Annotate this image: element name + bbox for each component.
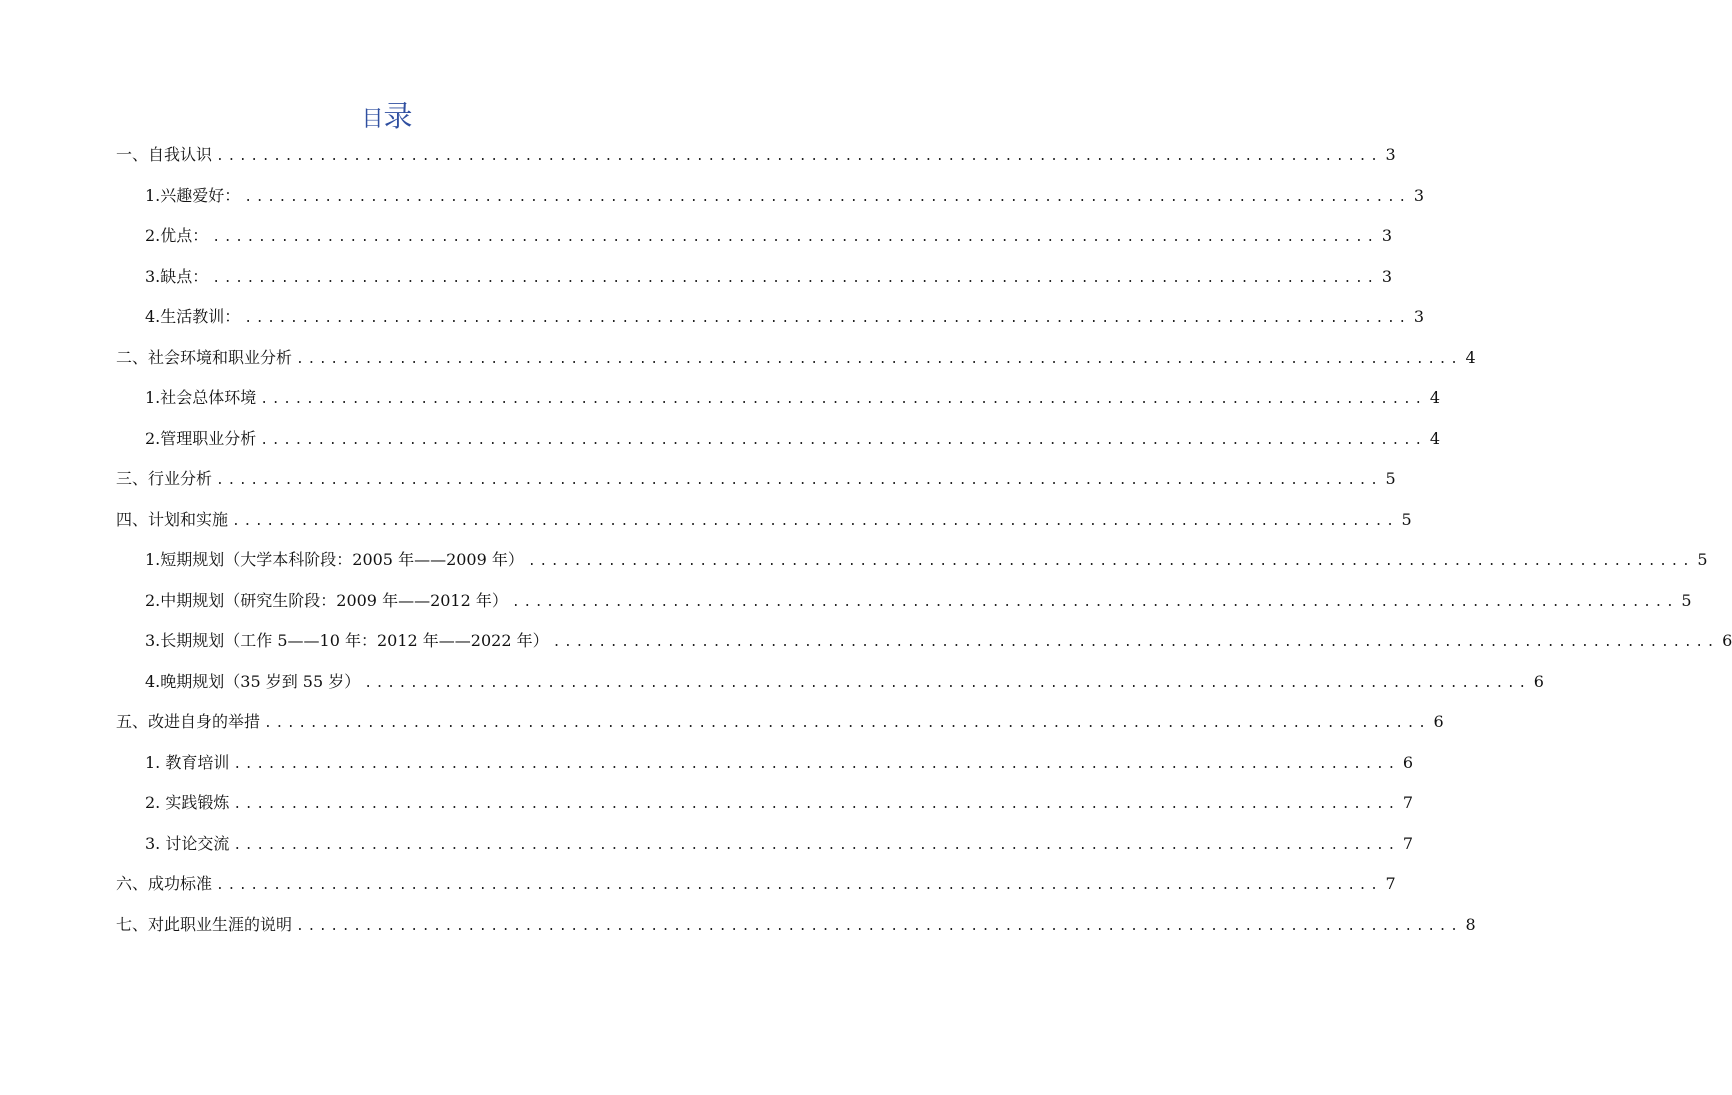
toc-entry-interests[interactable] bbox=[145, 181, 1424, 211]
toc-entry-label: 1. 教育培训 bbox=[145, 753, 230, 772]
toc-entry-label: 五、改进自身的举措 bbox=[116, 712, 261, 731]
toc-entry-label: 1.社会总体环境 bbox=[145, 388, 257, 407]
toc-entry-career-explanation[interactable] bbox=[116, 910, 1476, 940]
toc-entry-label: 3.长期规划（工作 5——10 年：2012 年——2022 年） bbox=[145, 631, 549, 650]
toc-entry-label: 2.优点： bbox=[145, 226, 209, 245]
toc-entry-discussion-exchange[interactable] bbox=[145, 829, 1414, 859]
toc-page-number: 4 bbox=[1429, 388, 1440, 407]
toc-leader-dots: ...................................................................................................... bbox=[212, 271, 1378, 286]
toc-page-number: 3 bbox=[1381, 267, 1392, 286]
toc-entry-management-career[interactable] bbox=[145, 424, 1440, 454]
toc-entry-industry-analysis[interactable] bbox=[116, 464, 1396, 494]
toc-entry-label: 二、社会环境和职业分析 bbox=[116, 348, 293, 367]
toc-page-number: 6 bbox=[1433, 712, 1444, 731]
toc-leader-dots: ...................................................................................................... bbox=[212, 230, 1378, 245]
toc-page-number: 5 bbox=[1401, 510, 1412, 529]
toc-page-number: 6 bbox=[1722, 631, 1732, 650]
toc-entry-plan-and-implementation[interactable] bbox=[116, 505, 1412, 535]
toc-leader-dots: ...................................................................................................... bbox=[364, 676, 1530, 691]
toc-entry-mid-term-plan[interactable] bbox=[145, 586, 1692, 616]
toc-page-number: 3 bbox=[1413, 186, 1424, 205]
toc-page-number: 6 bbox=[1402, 753, 1414, 772]
toc-leader-dots: ...................................................................................................... bbox=[260, 392, 1426, 407]
toc-leader-dots: ...................................................................................................... bbox=[216, 149, 1382, 164]
toc-entry-label: 三、行业分析 bbox=[116, 469, 213, 488]
toc-leader-dots: ...................................................................................................... bbox=[216, 878, 1382, 893]
toc-page-number: 3 bbox=[1385, 145, 1396, 164]
toc-entry-label: 2.中期规划（研究生阶段：2009 年——2012 年） bbox=[145, 591, 508, 610]
toc-page-number: 7 bbox=[1402, 834, 1414, 853]
toc-leader-dots: ...................................................................................................... bbox=[296, 352, 1462, 367]
toc-leader-dots: ...................................................................................................... bbox=[527, 554, 1694, 569]
toc-page-number: 3 bbox=[1413, 307, 1424, 326]
toc-page-number: 5 bbox=[1385, 469, 1396, 488]
toc-page-number: 4 bbox=[1465, 348, 1476, 367]
toc-page-number: 7 bbox=[1402, 793, 1414, 812]
page-title-char-2: 录 bbox=[383, 99, 413, 133]
toc-entry-label: 一、自我认识 bbox=[116, 145, 213, 164]
toc-entry-self-awareness[interactable] bbox=[116, 140, 1396, 170]
toc-entry-long-term-plan[interactable] bbox=[145, 626, 1732, 656]
toc-leader-dots: ...................................................................................................... bbox=[244, 190, 1410, 205]
toc-entry-label: 4.生活教训： bbox=[145, 307, 241, 326]
toc-leader-dots: ...................................................................................................... bbox=[233, 757, 1399, 772]
toc-entry-short-term-plan[interactable] bbox=[145, 545, 1708, 575]
toc-entry-label: 1.兴趣爱好： bbox=[145, 186, 241, 205]
toc-entry-life-lessons[interactable] bbox=[145, 302, 1424, 332]
page-title-char-1: 目 bbox=[361, 107, 384, 132]
toc-entry-label: 2. 实践锻炼 bbox=[145, 793, 230, 812]
page-title bbox=[0, 94, 774, 135]
toc-entry-late-stage-plan[interactable] bbox=[145, 667, 1544, 697]
toc-page-number: 3 bbox=[1381, 226, 1392, 245]
toc-entry-label: 七、对此职业生涯的说明 bbox=[116, 915, 293, 934]
toc-leader-dots: ...................................................................................................... bbox=[511, 595, 1678, 610]
toc-entry-self-improvement-measures[interactable] bbox=[116, 707, 1444, 737]
toc-entry-strengths[interactable] bbox=[145, 221, 1392, 251]
toc-entry-label: 1.短期规划（大学本科阶段：2005 年——2009 年） bbox=[145, 550, 524, 569]
toc-leader-dots: ...................................................................................................... bbox=[233, 797, 1399, 812]
toc-entry-weaknesses[interactable] bbox=[145, 262, 1392, 292]
toc-entry-practice[interactable] bbox=[145, 788, 1414, 818]
toc-page-number: 6 bbox=[1533, 672, 1544, 691]
toc-entry-label: 六、成功标准 bbox=[116, 874, 213, 893]
toc-leader-dots: ...................................................................................................... bbox=[233, 838, 1399, 853]
toc-leader-dots: ...................................................................................................... bbox=[216, 473, 1382, 488]
toc-entry-label: 四、计划和实施 bbox=[116, 510, 229, 529]
toc-entry-label: 3. 讨论交流 bbox=[145, 834, 230, 853]
toc-leader-dots: ...................................................................................................... bbox=[232, 514, 1398, 529]
toc-page-number: 4 bbox=[1429, 429, 1440, 448]
toc-page-number: 8 bbox=[1465, 915, 1476, 934]
toc-entry-label: 3.缺点： bbox=[145, 267, 209, 286]
toc-entry-education-training[interactable] bbox=[145, 748, 1414, 778]
toc-leader-dots: ...................................................................................................... bbox=[260, 433, 1426, 448]
toc-entry-label: 2.管理职业分析 bbox=[145, 429, 257, 448]
toc-entry-social-environment[interactable] bbox=[145, 383, 1440, 413]
toc-entry-label: 4.晚期规划（35 岁到 55 岁） bbox=[145, 672, 361, 691]
toc-page-number: 5 bbox=[1681, 591, 1692, 610]
toc-entry-social-and-career-analysis[interactable] bbox=[116, 343, 1476, 373]
toc-leader-dots: ...................................................................................................... bbox=[552, 635, 1719, 650]
toc-entry-success-criteria[interactable] bbox=[116, 869, 1396, 899]
toc-leader-dots: ...................................................................................................... bbox=[296, 919, 1462, 934]
toc-leader-dots: ...................................................................................................... bbox=[264, 716, 1430, 731]
toc-leader-dots: ...................................................................................................... bbox=[244, 311, 1410, 326]
toc-page-number: 7 bbox=[1385, 874, 1396, 893]
toc-page-number: 5 bbox=[1697, 550, 1708, 569]
